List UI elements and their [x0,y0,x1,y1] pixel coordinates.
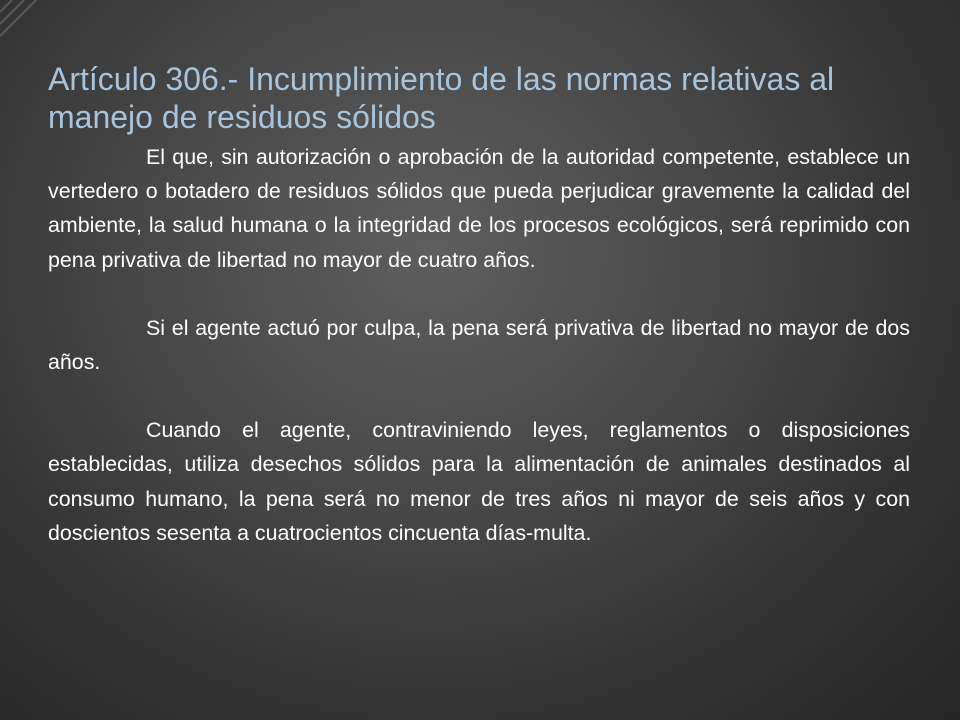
paragraph-1: El que, sin autorización o aprobación de la autoridad competente, establece un vertedero o botadero de residuos sólidos que pueda perjudicar gravemente la calidad del ambiente, la salud humana o la integridad de los procesos ecológicos, será reprimido con pena privativa de libertad no mayor de cuatro años. [48,145,910,272]
top-left-corner-lines [0,0,36,36]
paragraph-3: Cuando el agente, contraviniendo leyes, reglamentos o disposiciones establecidas, utiliza desechos sólidos para la alimentación de animales destinados al consumo humano, la pena será no menor de tres años ni mayor de seis años y con doscientos sesenta a cuatrocientos cincuenta días-multa. [48,418,910,545]
slide-body [48,140,910,550]
paragraph-2: Si el agente actuó por culpa, la pena será privativa de libertad no mayor de dos años. [48,315,910,375]
slide-title: Artículo 306.- Incumplimiento de las normas relativas al manejo de residuos sólidos [48,61,835,135]
